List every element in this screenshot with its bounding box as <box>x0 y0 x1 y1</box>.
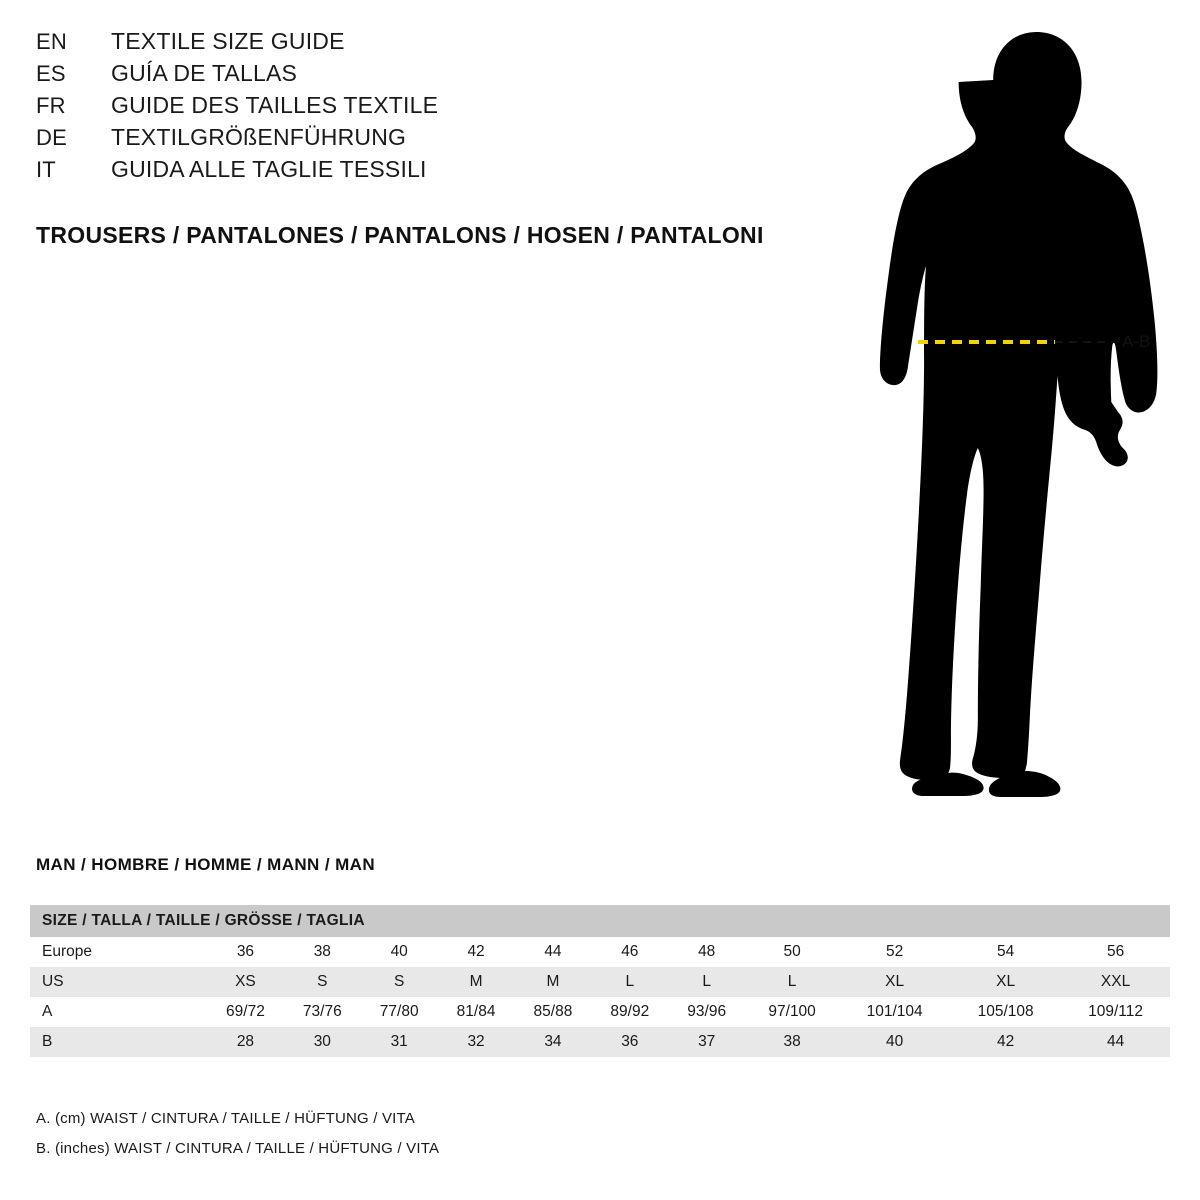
table-row <box>30 967 1170 997</box>
row-label: US <box>30 967 207 997</box>
table-cell: 38 <box>284 937 361 967</box>
language-code: ES <box>36 61 66 86</box>
language-text: TEXTILE SIZE GUIDE <box>111 28 345 54</box>
table-header-label: SIZE / TALLA / TAILLE / GRÖSSE / TAGLIA <box>30 905 1170 937</box>
table-cell: 44 <box>1061 1027 1170 1057</box>
table-cell: XXL <box>1061 967 1170 997</box>
table-cell: M <box>438 967 515 997</box>
note-b: B. (inches) WAIST / CINTURA / TAILLE / HÜFTUNG / VITA <box>36 1140 440 1157</box>
table-row <box>30 997 1170 1027</box>
table-cell: 81/84 <box>438 997 515 1027</box>
table-cell: XL <box>950 967 1061 997</box>
table-cell: L <box>668 967 745 997</box>
table-cell: 69/72 <box>207 997 284 1027</box>
size-table <box>30 905 1170 1057</box>
table-cell: 31 <box>361 1027 438 1057</box>
language-text: GUÍA DE TALLAS <box>111 60 298 86</box>
table-cell: 32 <box>438 1027 515 1057</box>
language-text: GUIDA ALLE TAGLIE TESSILI <box>111 156 427 182</box>
table-cell: 48 <box>668 937 745 967</box>
table-cell: M <box>515 967 592 997</box>
table-cell: 77/80 <box>361 997 438 1027</box>
language-row <box>36 156 816 188</box>
language-code: IT <box>36 157 56 182</box>
table-cell: 42 <box>950 1027 1061 1057</box>
language-row <box>36 28 816 60</box>
row-label: Europe <box>30 937 207 967</box>
table-cell: 30 <box>284 1027 361 1057</box>
language-code: FR <box>36 93 66 118</box>
table-cell: 34 <box>515 1027 592 1057</box>
table-cell: 105/108 <box>950 997 1061 1027</box>
language-text: GUIDE DES TAILLES TEXTILE <box>111 92 439 118</box>
row-label: A <box>30 997 207 1027</box>
table-header-row <box>30 905 1170 937</box>
table-cell: 54 <box>950 937 1061 967</box>
table-cell: 101/104 <box>839 997 950 1027</box>
table-cell: 40 <box>839 1027 950 1057</box>
table-cell: 36 <box>591 1027 668 1057</box>
table-section-title: MAN / HOMBRE / HOMME / MANN / MAN <box>36 855 376 874</box>
table-cell: 73/76 <box>284 997 361 1027</box>
table-cell: 38 <box>745 1027 839 1057</box>
table-cell: L <box>591 967 668 997</box>
table-cell: 42 <box>438 937 515 967</box>
language-code: EN <box>36 29 67 54</box>
table-cell: XL <box>839 967 950 997</box>
language-header-block <box>36 28 816 188</box>
row-label: B <box>30 1027 207 1057</box>
table-row <box>30 1027 1170 1057</box>
table-cell: 44 <box>515 937 592 967</box>
language-row <box>36 92 816 124</box>
table-cell: 52 <box>839 937 950 967</box>
language-text: TEXTILGRÖßENFÜHRUNG <box>111 124 407 150</box>
ab-measure-label: A-B <box>1122 332 1151 351</box>
silhouette-shape <box>880 32 1157 797</box>
table-cell: 36 <box>207 937 284 967</box>
table-cell: 85/88 <box>515 997 592 1027</box>
table-cell: 40 <box>361 937 438 967</box>
language-row <box>36 60 816 92</box>
table-cell: 93/96 <box>668 997 745 1027</box>
table-cell: 56 <box>1061 937 1170 967</box>
table-cell: 97/100 <box>745 997 839 1027</box>
table-row <box>30 937 1170 967</box>
table-cell: 89/92 <box>591 997 668 1027</box>
note-a: A. (cm) WAIST / CINTURA / TAILLE / HÜFTUNG / VITA <box>36 1110 415 1127</box>
table-cell: 50 <box>745 937 839 967</box>
table-cell: 37 <box>668 1027 745 1057</box>
table-cell: L <box>745 967 839 997</box>
table-cell: 28 <box>207 1027 284 1057</box>
table-cell: 109/112 <box>1061 997 1170 1027</box>
table-cell: XS <box>207 967 284 997</box>
male-silhouette-figure <box>800 20 1200 810</box>
table-cell: S <box>361 967 438 997</box>
table-cell: S <box>284 967 361 997</box>
table-cell: 46 <box>591 937 668 967</box>
language-code: DE <box>36 125 67 150</box>
garment-title: TROUSERS / PANTALONES / PANTALONS / HOSEN / PANTALONI <box>36 222 764 248</box>
language-row <box>36 124 816 156</box>
